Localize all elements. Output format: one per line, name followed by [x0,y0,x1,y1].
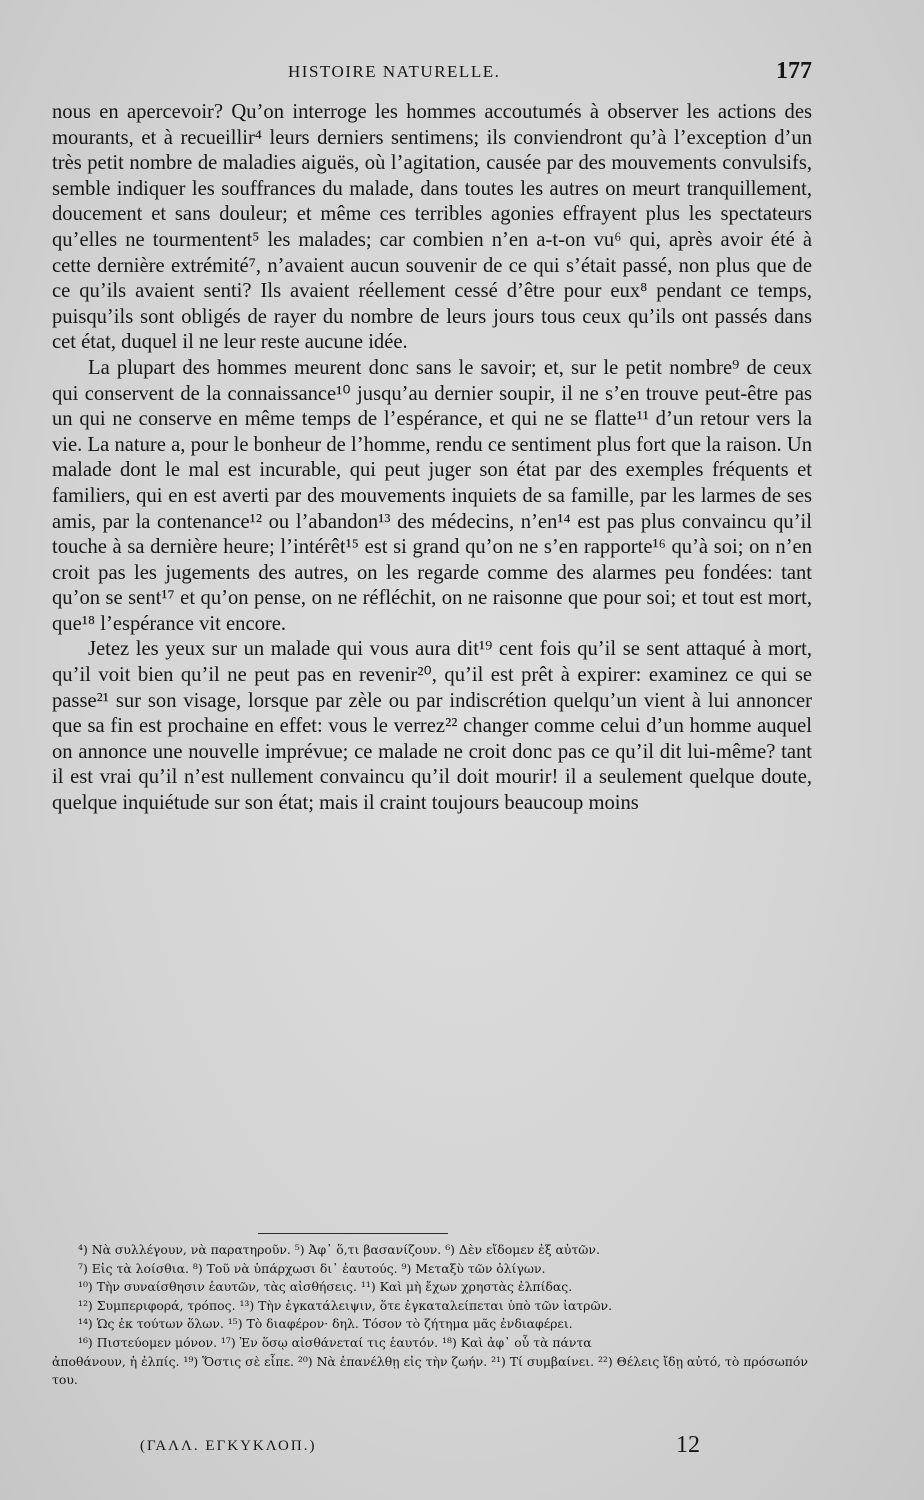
footnote-line: ¹⁰) Τὴν συναίσθησιν ἑαυτῶν, τὰς αἰσθήσεις. ¹¹) Καὶ μὴ ἔχων χρηστὰς ἐλπίδας. [78,1279,573,1295]
footnote-line: ⁷) Εἰς τὰ λοίσθια. ⁸) Τοῦ νὰ ὑπάρχωσι δι᾽ ἑαυτούς. ⁹) Μεταξὺ τῶν ὀλίγων. [78,1260,546,1276]
footnote-divider [258,1233,448,1234]
page-header [52,58,812,88]
footnote-line: ἀποθάνουν, ἡ ἐλπίς. ¹⁹) Ὅστις σὲ εἶπε. ²⁰) Νὰ ἐπανέλθῃ εἰς τὴν ζωήν. ²¹) Τί συμβαίνει. ²²) Θέλεις ἴδῃ αὐτό, τὸ πρόσωπόν του. [52,1353,808,1388]
body-text [52,100,812,817]
footnote-line: ¹²) Συμπεριφορά, τρόπος. ¹³) Τὴν ἐγκατάλειψιν, ὅτε ἐγκαταλείπεται ὑπὸ τῶν ἰατρῶν. [78,1297,613,1313]
paragraph: nous en apercevoir? Qu’on interroge les hommes accoutumés à observer les actions des mourants, et à recueillir⁴ leurs derniers sentimens; ils conviendront qu’à l’exception d’un très petit nombre de maladies aiguës, où l’agitation, causée par des mouvements convulsifs, semble indiquer les souffrances du malade, dans toutes les autres on meurt tranquillement, doucement et sans douleur; et même ces terribles agonies effrayent plus les spectateurs qu’elles ne tourmentent⁵ les malades; car combien n’en a-t-on vu⁶ qui, après avoir été à cette dernière extrémité⁷, n’avaient aucun souvenir de ce qui s’était passé, non plus que de ce qu’ils avaient senti? Ils avaient réellement cessé d’être pour eux⁸ pendant ce temps, puisqu’ils sont obligés de rayer du nombre de leurs jours tous ceux qu’ils ont passés dans cet état, duquel il ne leur reste aucune idée. [52,101,812,354]
paragraph: Jetez les yeux sur un malade qui vous aura dit¹⁹ cent fois qu’il se sent attaqué à mort, qu’il voit bien qu’il ne peut pas en revenir²⁰, qu’il est prêt à expirer: examinez ce qui se passe²¹ sur son visage, lorsque par zèle ou par indiscrétion quelqu’un vient à lui annoncer que sa fin est prochaine en effet: vous le verrez²² changer comme celui d’un homme auquel on annonce une nouvelle imprévue; ce malade ne croit donc pas ce qu’il dit lui-même? tant il est vrai qu’il n’est nullement convaincu qu’il doit mourir! il a seulement quelque doute, quelque inquiétude sur son état; mais il craint toujours beaucoup moins [52,638,812,815]
paragraph: La plupart des hommes meurent donc sans le savoir; et, sur le petit nombre⁹ de ceux qui conservent de la connaissance¹⁰ jusqu’au dernier soupir, il ne s’en trouve peut-être pas un qui ne conserve en même temps de l’espérance, et qui ne se flatte¹¹ d’un retour vers la vie. La nature a, pour le bonheur de l’homme, rendu ce sentiment plus fort que la raison. Un malade dont le mal est incurable, qui peut juger son état par des exemples fréquents et familiers, qui en est averti par des mouvements inquiets de sa famille, par les larmes de ses amis, par la contenance¹² ou l’abandon¹³ des médecins, n’en¹⁴ est pas plus convaincu qu’il touche à sa dernière heure; l’intérêt¹⁵ est si grand qu’on ne s’en rapporte¹⁶ qu’à soi; on n’en croit pas les jugements des autres, on les regarde comme des alarmes peu fondées: tant qu’on se sent¹⁷ et qu’on pense, on ne réfléchit, on ne raisonne que pour soi; et tout est mort, que¹⁸ l’espérance vit encore. [52,356,812,635]
printer-signature: (ΓΑΛΛ. ΕΓΚΥΚΛΟΠ.) [140,1438,317,1454]
running-head: HISTOIRE NATURELLE. [288,62,501,81]
footnote-line: ⁴) Νὰ συλλέγουν, νὰ παρατηροῦν. ⁵) Ἀφ᾽ ὅ,τι βασανίζουν. ⁶) Δὲν εἴδομεν ἐξ αὐτῶν. [78,1242,600,1257]
footnote-line: ¹⁴) Ὡς ἐκ τούτων ὅλων. ¹⁵) Τὸ διαφέρον· δηλ. Τόσον τὸ ζήτημα μᾶς ἐνδιαφέρει. [78,1316,573,1332]
page-footer [140,1432,700,1464]
sheet-number: 12 [676,1432,700,1458]
footnotes [52,1241,814,1390]
page-number: 177 [776,58,812,84]
footnote-line: ¹⁶) Πιστεύομεν μόνον. ¹⁷) Ἐν ὅσῳ αἰσθάνεταί τις ἑαυτόν. ¹⁸) Καὶ ἀφ᾽ οὗ τὰ πάντα [78,1334,592,1350]
